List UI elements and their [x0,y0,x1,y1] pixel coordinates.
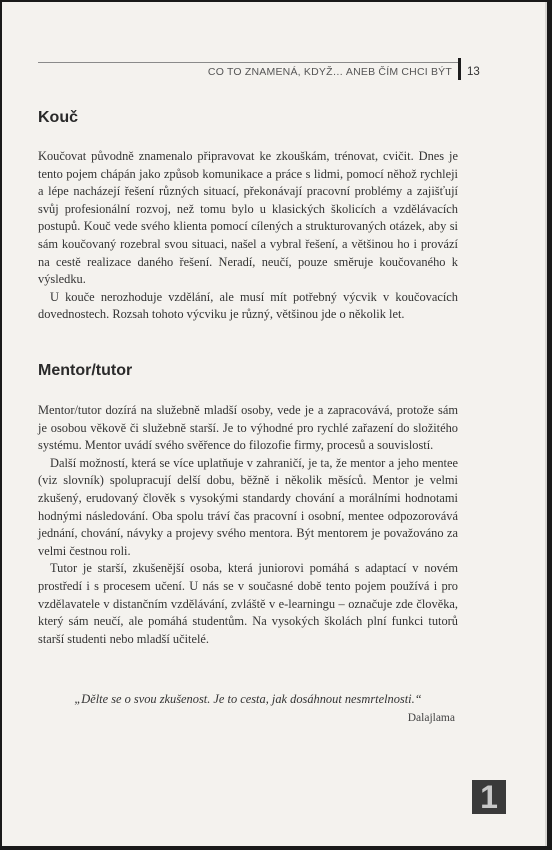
quote-author: Dalajlama [407,712,455,724]
chapter-thumb-tab: 1 [472,780,506,814]
paragraph: Tutor je starší, zkušenější osoba, která juniorovi pomáhá s adaptací v novém prostředí i s procesem učení. U nás se v současné době tento pojem používá i pro vzdělavatele v distančním vzdělávání, zvláště v e-learningu – označuje zde člověka, který sám neučí, ale pomáhá studentům. Na vysokých školách plní funkci tutorů starší studenti nebo mladší učitelé. [38,561,458,646]
section-heading-kouc: Kouč [38,109,78,126]
book-page [2,2,547,846]
header-divider-bar [458,58,461,80]
paragraph: Další možností, která se více uplatňuje v zahraničí, je ta, že mentor a jeho mentee (viz slovník) spolupracují delší dobu, běžně i několik měsíců. Mentor je velmi zkušený, erudovaný člověk s vysokými standardy chování a morálními hodnotami hodnými následování. Oba spolu tráví čas pracovní i osobní, mentee odpozorovává jednání, chování, návyky a projevy svého mentora. Být mentorem je považováno za velmi čestnou roli. [38,455,458,558]
section-body-kouc [38,148,458,324]
section-heading-mentor-tutor: Mentor/tutor [38,362,133,379]
paragraph: U kouče nerozhoduje vzdělání, ale musí mít potřebný výcvik v koučovacích dovednostech. Rozsah tohoto výcviku je různý, většinou jde o několik let. [38,289,458,322]
paragraph: Mentor/tutor dozírá na služebně mladší osoby, vede je a zapracovává, protože sám je osobou věkově či služebně starší. Je to výhodné pro rychlé zařazení do složitého systému. Mentor uvádí svého svěřence do filozofie firmy, procesů a souvislostí. [38,403,458,453]
section-body-mentor-tutor [38,402,458,648]
paragraph: Koučovat původně znamenalo připravovat ke zkouškám, trénovat, cvičit. Dnes je tento pojem chápán jako způsob komunikace a práce s lidmi, pomocí něhož rychleji a lépe nacházejí řešení různých situací, překonávají pracovní problémy a zajišťují svůj profesionální rozvoj, než tomu bylo u klasických školicích a vzdělávacích postupů. Kouč vede svého klienta pomocí cílených a strukturovaných otázek, aby si sám koučovaný rozebral svou situaci, našel a vybral řešení, a většinou ho i provází na cestě realizace daného řešení. Neradí, neučí, pouze směruje koučovaného k výsledku. [38,149,458,287]
running-head: CO TO ZNAMENÁ, KDYŽ… ANEB ČÍM CHCI BÝT [207,66,452,78]
epigraph-quote: „Dělte se o svou zkušenost. Je to cesta, jak dosáhnout nesmrtelnosti.“ [74,692,422,706]
header-rule [38,62,458,63]
page-number: 13 [467,66,480,78]
